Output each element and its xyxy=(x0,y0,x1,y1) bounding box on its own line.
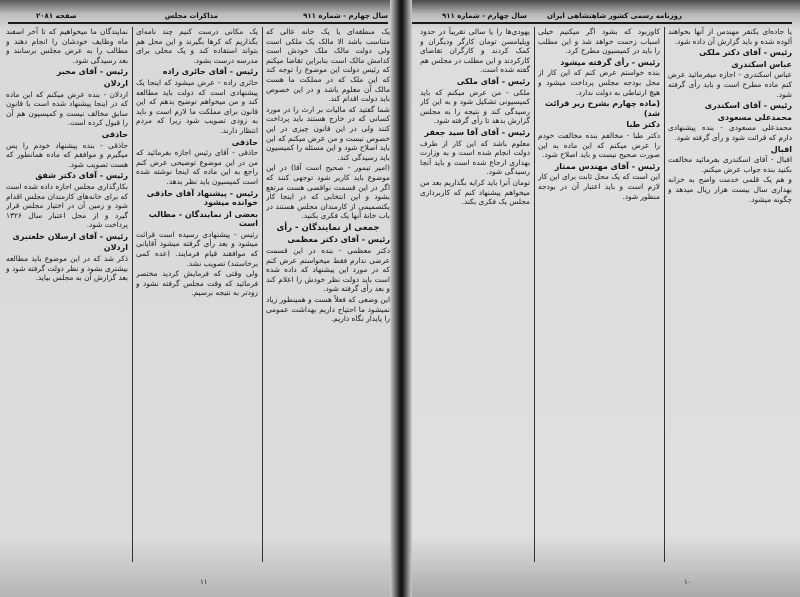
speaker-heading: اقبال xyxy=(770,144,792,154)
column xyxy=(420,27,530,562)
paragraph: و هم یک قلمی خدمت واضح به خزانه بهداری سال بیست هزار ریال میدهد و چگونه میشود. xyxy=(668,175,792,204)
right-page xyxy=(404,0,800,597)
paragraph: اقبال - آقای اسکندری بفرمائید مخالفت بکنید بنده جواب عرض میکنم. xyxy=(668,155,792,174)
paragraph: ملکی - من عرض میکنم که باید کمیسیونی تشکیل شود و به این کار رسیدگی کند و نتیجه را به مجلس گزارش بدهد تا رأی گرفته شود. xyxy=(420,87,530,126)
paragraph: عباس اسکندری - اجازه میفرمائید عرض کنم ماده مطرح است و باید رأی گرفته شود. xyxy=(668,70,792,99)
paragraph: یک منطقه‌ای یا یک خانه عالی که متناسب باشد الا مالک یک ملکی است ولی دولت مالک ملک خودش است کدامش مالک است بنابراین تقاضا میکنم که رئیس دولت این موضوع را توجه کند که این ملک که در مملکت ما هست مالک آن معلوم باشد و در این خصوص باید دولت اقدام کند. xyxy=(266,27,390,104)
paragraph: معلوم باشد که این کار از طرف دولت انجام شده است و به وزارت بهداری ارجاع شده است و باید آنجا رسیدگی شود. xyxy=(420,138,530,177)
paragraph: ذکر شد که در این موضوع باید مطالعه بیشتری بشود و نظر دولت گرفته شود و بعد گزارش آن به مجلس بیاید. xyxy=(6,254,128,283)
paragraph: یهودی‌ها را یا سالی تقریباً در حدود ویلیامسن تومان کارگر ودیگران و کمک کردند و کارگران تقاضای کارکردند و این مطلب در مجلس هم گفته شده است. xyxy=(420,27,530,75)
left-page xyxy=(0,0,396,597)
newspaper-title: روزنامه رسمی کشور شاهنشاهی ایران xyxy=(547,12,682,20)
paragraph: یا جاده‌ای یکنفر مهندس از آنها بخواهند آلوده شده و باید گزارش آن داده شود. xyxy=(668,27,792,46)
column-divider xyxy=(262,27,263,562)
column xyxy=(266,27,390,562)
speaker-heading: اردلان xyxy=(103,78,128,88)
paragraph: بکارگذاری مجلس اجازه داده شده است که برای خانه‌های کارمندان مجلس اقدام شود و زمین آن در اختیار مجلس قرار گیرد و از محل اعتبار سال ۱۳۲۶ پرداخت شود. xyxy=(6,181,128,230)
issue-label: سال چهارم - شماره ۹۱۱ xyxy=(303,12,388,20)
paragraph: اردلان - بنده عرض میکنم که این ماده که در اینجا پیشنهاد شده است با قانون سابق مخالف نیست و کمیسیون هم آن را قبول کرده است. xyxy=(6,89,128,128)
speaker-heading: رئیس - آقای حائری زاده xyxy=(162,67,258,77)
header-rule xyxy=(8,22,388,24)
paragraph: حائری زاده - عرض میشود که اینجا یک پیشنهادی است که دولت باید مطالعه کند و من میخواهم توضیح بدهم که این قانون برای مملکت ما لازم است و باید به زودی تصویب شود زیرا که مردم انتظار دارند. xyxy=(136,77,258,135)
speaker-heading: جمعی از نمایندگان - رأی xyxy=(276,222,380,233)
speaker-heading: رئیس - آقای دکتر معظمی xyxy=(287,235,390,245)
paragraph: حاذقی - آقای رئیس اجازه بفرمائید که من در این موضوع توضیحی عرض کنم راجع به این ماده که اینجا نوشته شده است کمیسیون باید نظر بدهد. xyxy=(136,148,258,186)
page-header xyxy=(8,12,388,22)
paragraph: این وضعی که فعلاً هست و همینطور زیاد نمیشود ما احتیاج داریم بهداشت عمومی را پایدار نگاه داریم. xyxy=(266,295,390,324)
paragraph: ولی وقتی که فرمایش کردید مختصر فرمائید که وقت مجلس گرفته نشود و زودتر به نتیجه برسیم. xyxy=(136,269,258,298)
paragraph: این است که یک محل ثابت برای این کار لازم است و باید اعتبار آن در بودجه منظور شود. xyxy=(538,172,660,201)
speaker-heading: رئیس - آقای مهندس ممتاز xyxy=(554,161,660,171)
speaker-heading: عباس اسکندری xyxy=(731,59,792,69)
column-divider xyxy=(534,27,535,562)
paragraph: حاذقی - بنده پیشنهاد خودم را پس میگیرم و موافقم که ماده همانطور که هست تصویب شود. xyxy=(6,140,128,169)
paragraph: دکتر طبا - مخالفم بنده مخالفت خودم را عرض میکنم که این ماده به این صورت صحیح نیست و باید اصلاح شود. xyxy=(538,130,660,160)
speaker-heading: رئیس - رأی گرفته میشود xyxy=(560,57,660,67)
speaker-heading: رئیس - آقای ملکی xyxy=(456,76,530,86)
column xyxy=(136,27,258,562)
column-divider xyxy=(132,27,133,562)
page-number: ۱۱ xyxy=(200,578,208,586)
paragraph: محمدعلی مسعودی - بنده پیشنهادی دارم که قرائت شود و رأی گرفته شود. xyxy=(668,123,792,142)
paragraph: شما گفتید که مالیات بر ارث را در مورد کسانی که در خارج هستند باید پرداخت کنند ولی در این قانون چیزی در این خصوص نیست و من عرض میکنم که این باید اصلاح شود و این مسئله را کمیسیون باید رسیدگی کند. xyxy=(266,104,390,162)
speaker-heading: رئیس - پیشنهاد آقای حاذقی خوانده میشود xyxy=(146,188,258,208)
page-header xyxy=(412,12,792,22)
paragraph: بنده خواستم عرض کنم که این کار از محل بودجه مجلس پرداخت میشود و هیچ ارتباطی به دولت ندارد. xyxy=(538,68,660,97)
page-number: ۱۰ xyxy=(684,578,692,586)
speaker-heading: اردلان xyxy=(103,243,128,253)
column-divider xyxy=(664,27,665,562)
issue-label: سال چهارم - شماره ۹۱۱ xyxy=(442,12,527,20)
paragraph: تومان آنرا باید کرایه بگذاریم بعد من میخواهم پیشنهاد کنم که کاربردازی مجلس یک فکری بکند. xyxy=(420,177,530,207)
paragraph: رئیس - پیشنهادی رسیده است قرائت میشود و بعد رأی گرفته میشود آقایانی که موافقند قیام فرمایند. (عده کمی برخاستند) تصویب نشد. xyxy=(136,229,258,268)
paragraph: یک مکانی درست کنیم چند نامه‌ای بگذاریم که کرها بگیرند و این محل هم بتواند استفاده کند و یک محلی برای مدرسه درست بشود. xyxy=(136,27,258,65)
header-rule xyxy=(412,22,792,24)
speaker-heading: حاذقی xyxy=(101,129,128,139)
paragraph: نمایندگان ما میخواهیم که تا آخر اسفند ماه وظایف خودشان را انجام دهند و مطالب را به عرض مجلس برسانند و بعد رسیدگی شود. xyxy=(6,27,128,65)
section-title: مذاکرات مجلس xyxy=(164,12,218,20)
speaker-heading: بعضی از نمایندگان - مطالب است xyxy=(148,209,258,229)
column xyxy=(538,27,660,562)
speaker-heading: رئیس - آقای ارسلان خلعتبری xyxy=(12,231,128,241)
paragraph: کاوزبود که بشود اگر میکنیم خیلی اسباب زحمت خواهد شد و این مطلب را باید در کمیسیون مطرح کرد. xyxy=(538,27,660,56)
speaker-heading: رئیس - آقای اسکندری xyxy=(704,101,792,111)
book-gutter xyxy=(390,0,412,597)
column xyxy=(668,27,792,562)
speaker-heading: رئیس - آقای دکتر شفق xyxy=(35,171,128,181)
paragraph: (امیر تیمور - صحیح است آقا) در این موضوع باید کاریر شود توجهی کنند که اگر در این قسمت نواقصی هست مرتفع بشود و این انتخابی که در اینجا کار یکتصمیمی از کارمندان مجلس هستند در باب خانهٔ آنها یک فکری بکنید. xyxy=(266,163,390,221)
speaker-heading: رئیس - آقای آقا سید جعفر xyxy=(424,127,530,137)
column xyxy=(6,27,128,562)
speaker-heading: حاذقی xyxy=(231,137,258,147)
speaker-heading: رئیس - آقای مخبر xyxy=(56,67,128,77)
speaker-heading: رئیس - آقای دکتر ملکی xyxy=(699,48,792,58)
speaker-heading: دکتر طبا xyxy=(626,120,660,130)
speaker-heading: (ماده چهارم بشرح زیر قرائت شد) xyxy=(544,99,660,118)
paragraph: دکتر معظمی - بنده در این قسمت عرضی ندارم فقط میخواستم عرض کنم که در مورد این پیشنهاد که داده شده است باید دولت نظر خودش را اعلام کند و بعد رأی گرفته شود. xyxy=(266,246,390,294)
speaker-heading: محمدعلی مسعودی xyxy=(717,112,792,122)
page-label: صفحه ۲۰۸۱ xyxy=(36,12,77,20)
